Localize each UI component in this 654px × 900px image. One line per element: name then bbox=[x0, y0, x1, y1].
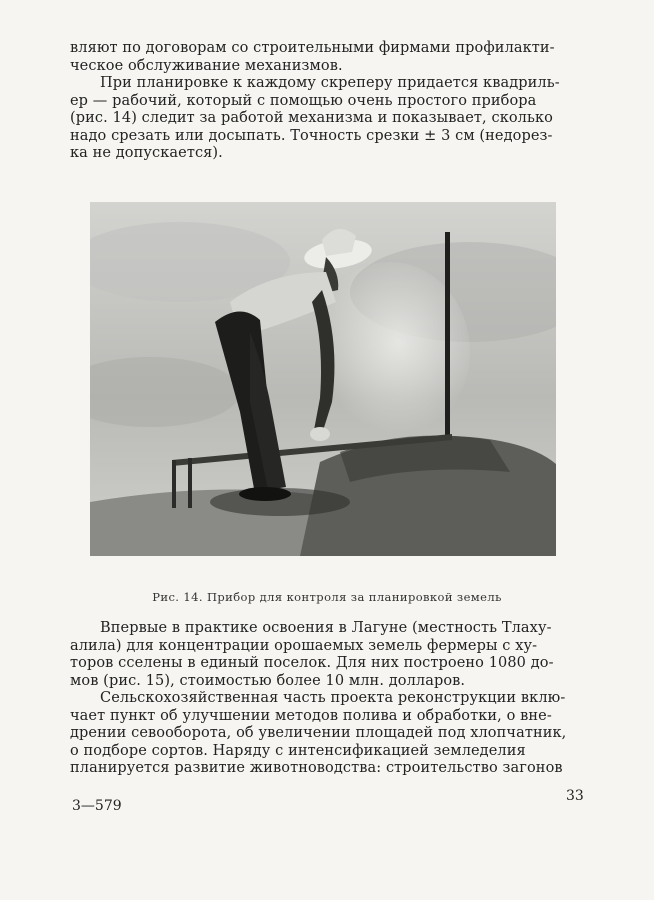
text-line: алила) для концентрации орошаемых земель фермеры с ху- bbox=[70, 637, 538, 654]
text-line: Впервые в практике освоения в Лагуне (местность Тлаху- bbox=[100, 620, 552, 636]
photo-worker-with-leveling-device bbox=[90, 202, 556, 556]
text-line: ческое обслуживание механизмов. bbox=[70, 57, 343, 74]
text-line: При планировке к каждому скреперу придается квадриль- bbox=[100, 75, 560, 91]
text-line: надо срезать или досыпать. Точность срезки ± 3 см (недорез- bbox=[70, 127, 553, 144]
text-line: о подборе сортов. Наряду с интенсификацией земледелия bbox=[70, 742, 526, 759]
text-line: торов сселены в единый поселок. Для них построено 1080 до- bbox=[70, 655, 554, 671]
text-line: ка не допускается). bbox=[70, 145, 223, 161]
text-line: дрении севооборота, об увеличении площадей под хлопчатник, bbox=[70, 725, 567, 741]
page-number: 33 bbox=[566, 788, 584, 804]
text-line: вляют по договорам со строительными фирмами профилакти- bbox=[70, 40, 555, 56]
text-line: планируется развитие животноводства: строительство загонов bbox=[70, 760, 563, 776]
figure-caption: Рис. 14. Прибор для контроля за планировкой земель bbox=[152, 590, 502, 604]
text-line: чает пункт об улучшении методов полива и обработки, о вне- bbox=[70, 707, 552, 724]
printer-signature: 3—579 bbox=[72, 798, 122, 814]
paragraph-bottom bbox=[70, 620, 580, 778]
paragraph-top bbox=[70, 40, 580, 163]
text-line: ер — рабочий, который с помощью очень простого прибора bbox=[70, 92, 537, 109]
text-line: (рис. 14) следит за работой механизма и показывает, сколько bbox=[70, 110, 553, 126]
text-line: Сельскохозяйственная часть проекта реконструкции вклю- bbox=[100, 690, 566, 706]
text-line: мов (рис. 15), стоимостью более 10 млн. долларов. bbox=[70, 672, 466, 689]
figure-photo bbox=[90, 202, 556, 556]
